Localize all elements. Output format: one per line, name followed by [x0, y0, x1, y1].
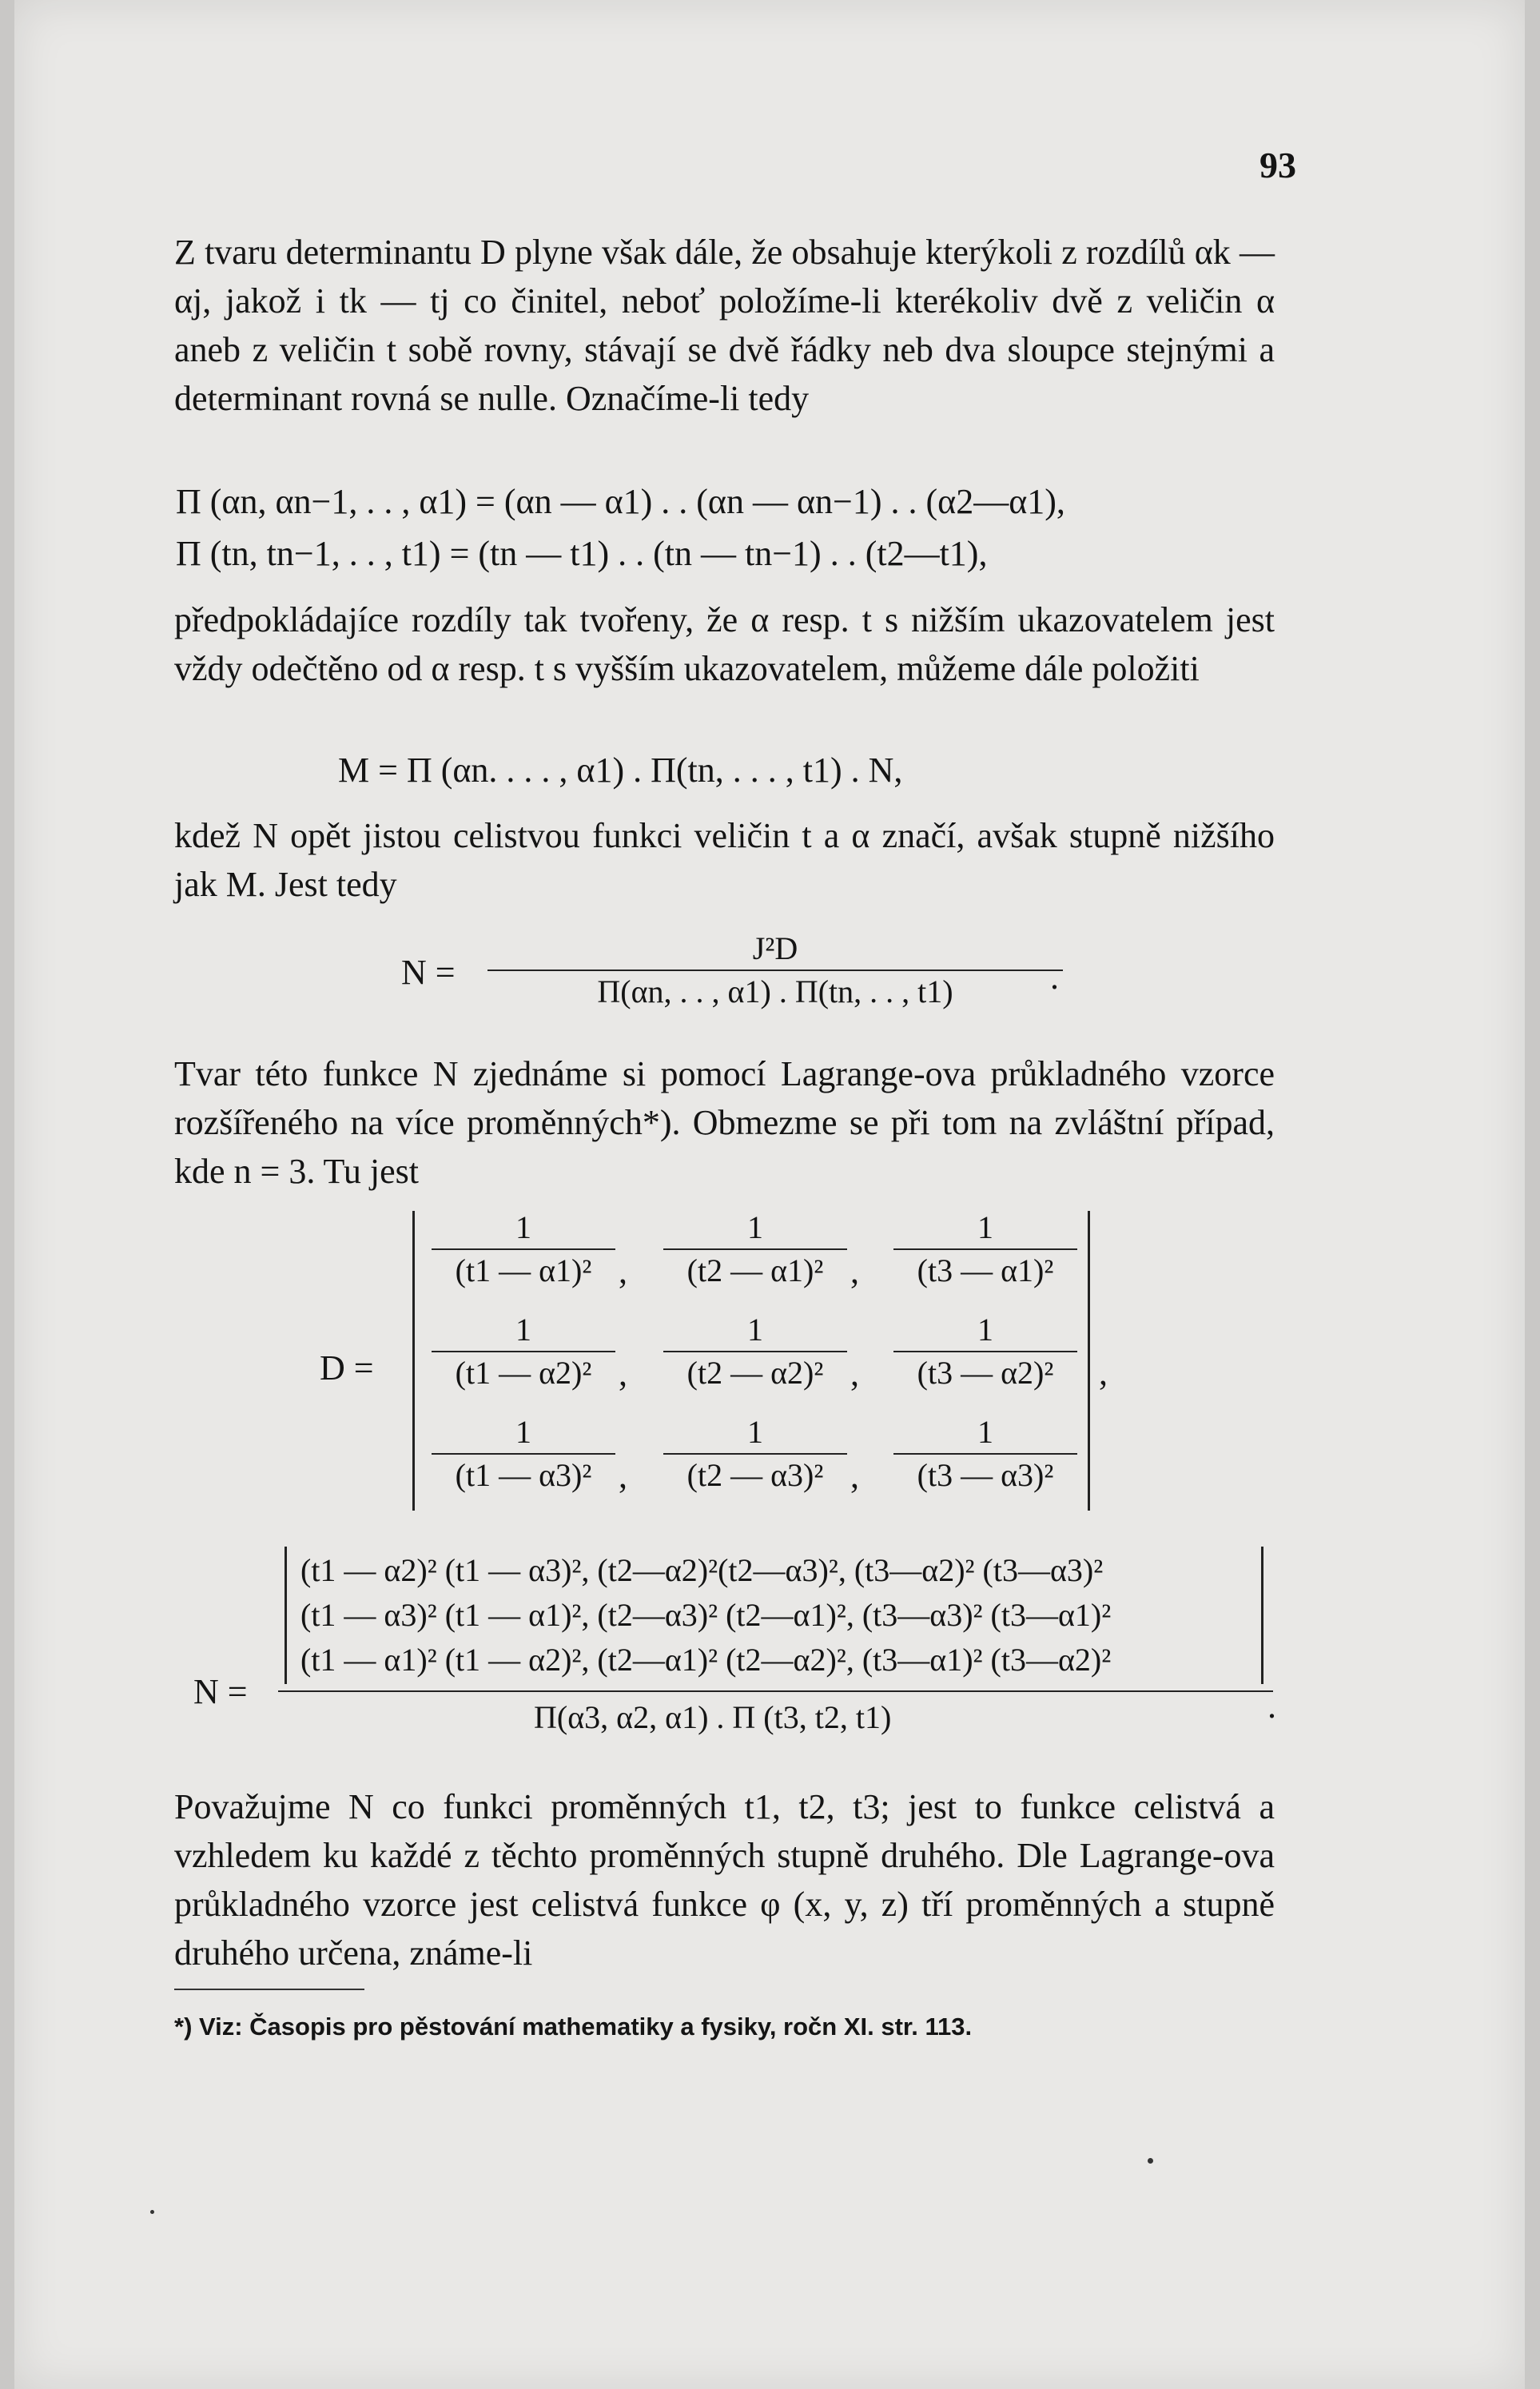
paragraph-5: Považujme N co funkci proměnných t1, t2, t3; jest to funkce celistvá a vzhledem ku každé z těchto proměnných stupně druhého. Dle Lagrange-ova průkladného vzorce jest celistvá funkce φ (x, y, z) tří proměnných a stupně druhého určena, známe-li	[174, 1787, 1275, 1973]
n2-row-1: (t1 — α2)² (t1 — α3)², (t2—α2)²(t2—α3)², (t3—α2)² (t3—α3)²	[300, 1552, 1104, 1588]
d-cell-denominator: (t2 — α3)²	[663, 1453, 847, 1493]
d-separator: ,	[619, 1252, 627, 1291]
d-cell-denominator: (t1 — α1)²	[432, 1248, 615, 1288]
page-number: 93	[1259, 145, 1296, 185]
d-cell-numerator: 1	[977, 1312, 993, 1348]
n2-row-2: (t1 — α3)² (t1 — α1)², (t2—α3)² (t2—α1)², (t3—α3)² (t3—α1)²	[300, 1597, 1112, 1633]
d-separator: ,	[619, 1354, 627, 1393]
d-cell-numerator: 1	[747, 1209, 763, 1245]
d-cell-numerator: 1	[747, 1414, 763, 1450]
n2-right-bar	[1261, 1547, 1263, 1684]
d-cell-denominator: (t3 — α1)²	[893, 1248, 1077, 1288]
n1-end: .	[1050, 958, 1059, 997]
d-lhs: D =	[320, 1348, 374, 1388]
d-cell-denominator: (t1 — α3)²	[432, 1453, 615, 1493]
d-separator: ,	[619, 1456, 627, 1495]
d-cell-2-3	[893, 1312, 1077, 1391]
d-cell-2-1	[432, 1312, 615, 1391]
footnote-rule	[174, 1989, 364, 1990]
d-cell-numerator: 1	[977, 1209, 993, 1245]
page-speck	[150, 2210, 154, 2214]
d-cell-numerator: 1	[515, 1414, 531, 1450]
n1-fraction	[487, 931, 1063, 1009]
d-separator: ,	[850, 1252, 859, 1291]
d-separator: ,	[850, 1456, 859, 1495]
d-cell-denominator: (t3 — α3)²	[893, 1453, 1077, 1493]
book-page	[14, 0, 1525, 2389]
d-cell-numerator: 1	[515, 1312, 531, 1348]
n2-lhs: N =	[193, 1672, 248, 1711]
d-cell-2-2	[663, 1312, 847, 1391]
d-cell-1-3	[893, 1210, 1077, 1288]
n1-lhs: N =	[401, 953, 456, 992]
paragraph-4: Tvar této funkce N zjednáme si pomocí Lagrange-ova průkladného vzorce rozšířeného na více proměnných*). Obmezme se při tom na zvláštní případ, kde n = 3. Tu jest	[174, 1054, 1275, 1191]
n1-denominator: Π(αn, . . , α1) . Π(tn, . . , t1)	[487, 970, 1063, 1009]
d-cell-3-1	[432, 1415, 615, 1493]
formula-pi-alpha: Π (αn, αn−1, . . , α1) = (αn — α1) . . (αn — αn−1) . . (α2—α1),	[176, 482, 1065, 521]
n2-denominator: Π(α3, α2, α1) . Π (t3, t2, t1)	[534, 1699, 892, 1735]
d-cell-3-2	[663, 1415, 847, 1493]
d-cell-denominator: (t2 — α1)²	[663, 1248, 847, 1288]
paragraph-2: předpokládajíce rozdíly tak tvořeny, že α resp. t s nižším ukazovatelem jest vždy odečtěno od α resp. t s vyšším ukazovatelem, můžeme dále položiti	[174, 600, 1275, 688]
formula-pi-t: Π (tn, tn−1, . . , t1) = (tn — t1) . . (tn — tn−1) . . (t2—t1),	[176, 534, 988, 573]
footnote: *) Viz: Časopis pro pěstování mathematiky a fysiky, ročn XI. str. 113.	[174, 2013, 973, 2041]
d-cell-1-1	[432, 1210, 615, 1288]
d-cell-numerator: 1	[747, 1312, 763, 1348]
paragraph-3: kdež N opět jistou celistvou funkci veličin t a α značí, avšak stupně nižšího jak M. Jest tedy	[174, 816, 1275, 904]
d-cell-3-3	[893, 1415, 1077, 1493]
n2-end: .	[1267, 1686, 1276, 1726]
n2-left-bar	[285, 1547, 287, 1684]
n1-numerator: J²D	[752, 930, 798, 966]
n2-fraction-line	[278, 1690, 1273, 1692]
d-separator: ,	[850, 1354, 859, 1393]
d-cell-numerator: 1	[977, 1414, 993, 1450]
paragraph-1: Z tvaru determinantu D plyne však dále, že obsahuje kterýkoli z rozdílů αk — αj, jakož i tk — tj co činitel, neboť položíme-li kterékoliv dvě z veličin α aneb z veličin t sobě rovny, stávají se dvě řádky neb dva sloupce stejnými a determinant rovná se nulle. Označíme-li tedy	[174, 233, 1275, 418]
formula-m: M = Π (αn. . . . , α1) . Π(tn, . . . , t1) . N,	[338, 751, 903, 790]
d-cell-numerator: 1	[515, 1209, 531, 1245]
d-cell-denominator: (t2 — α2)²	[663, 1351, 847, 1391]
d-cell-denominator: (t3 — α2)²	[893, 1351, 1077, 1391]
d-right-bar	[1088, 1211, 1090, 1511]
d-end: ,	[1099, 1353, 1108, 1392]
d-cell-1-2	[663, 1210, 847, 1288]
n2-row-3: (t1 — α1)² (t1 — α2)², (t2—α1)² (t2—α2)², (t3—α1)² (t3—α2)²	[300, 1642, 1112, 1678]
d-left-bar	[412, 1211, 415, 1511]
page-speck	[1148, 2158, 1153, 2164]
d-cell-denominator: (t1 — α2)²	[432, 1351, 615, 1391]
